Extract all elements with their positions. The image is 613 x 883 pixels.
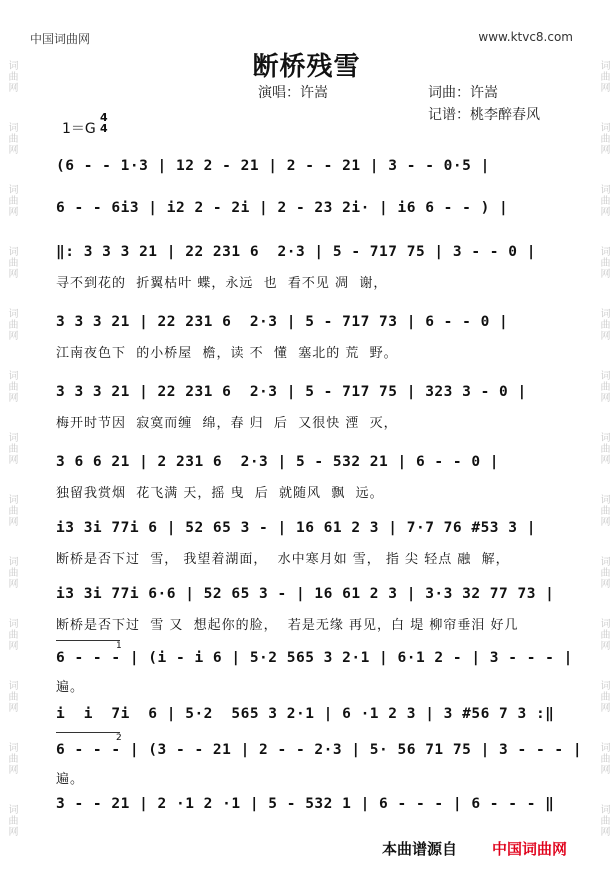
composer-credit: 词曲：许嵩 xyxy=(428,85,498,101)
site-name-left: 中国词曲网 xyxy=(30,32,91,46)
watermark-text: 词曲网 xyxy=(598,184,609,217)
watermark-text: 词曲网 xyxy=(6,370,17,403)
watermark-text: 词曲网 xyxy=(6,184,17,217)
watermark-text: 词曲网 xyxy=(6,680,17,713)
watermark-text: 词曲网 xyxy=(598,680,609,713)
watermark-text: 词曲网 xyxy=(598,804,609,837)
lyric-row-11: 遍。 xyxy=(56,772,85,787)
lyric-row-5: 梅开时节因 寂寞而缠 绵，春 归 后 又很快 湮 灭， xyxy=(56,416,398,431)
watermark-text: 词曲网 xyxy=(598,742,609,775)
time-signature xyxy=(100,112,108,134)
watermark-text: 词曲网 xyxy=(6,60,17,93)
notation-row-6: 3 6 6 21 | 2 231 6 2·3 | 5 - 532 21 | 6 - - 0 | xyxy=(56,454,500,470)
watermark-text: 词曲网 xyxy=(6,494,17,527)
notation-row-8: i3 3i 77i 6·6 | 52 65 3 - | 16 61 2 3 | 3·3 32 77 73 | xyxy=(56,586,555,602)
notation-row-5: 3 3 3 21 | 22 231 6 2·3 | 5 - 717 75 | 323 3 - 0 | xyxy=(56,384,527,400)
song-title: 断桥残雪 xyxy=(252,52,361,82)
footer-brand-link[interactable]: 中国词曲网 xyxy=(492,840,568,858)
site-url: www.ktvc8.com xyxy=(478,30,573,44)
watermark-text: 词曲网 xyxy=(6,308,17,341)
key-signature: 1＝G xyxy=(62,121,96,137)
watermark-text: 词曲网 xyxy=(598,246,609,279)
footer-source-text: 本曲谱源自 xyxy=(382,840,458,858)
watermark-text: 词曲网 xyxy=(6,804,17,837)
singer-credit: 演唱：许嵩 xyxy=(258,85,328,101)
notation-row-3: ‖: 3 3 3 21 | 22 231 6 2·3 | 5 - 717 75 | 3 - - 0 | xyxy=(56,244,536,260)
watermark-text: 词曲网 xyxy=(598,618,609,651)
watermark-text: 词曲网 xyxy=(598,556,609,589)
notation-row-10: i i 7i 6 | 5·2 565 3 2·1 | 6 ·1 2 3 | 3 #56 7 3 :‖ xyxy=(56,706,555,722)
watermark-text: 词曲网 xyxy=(598,494,609,527)
meter-top: 4 xyxy=(100,111,108,124)
transcriber-credit: 记谱：桃李醉春风 xyxy=(428,107,540,123)
notation-row-12: 3 - - 21 | 2 ·1 2 ·1 | 5 - 532 1 | 6 - - - | 6 - - - ‖ xyxy=(56,796,555,812)
lyric-row-3: 寻不到花的 折翼枯叶 蝶，永远 也 看不见 凋 谢， xyxy=(56,276,388,291)
second-ending-number: 2 xyxy=(116,733,122,743)
lyric-row-9: 遍。 xyxy=(56,680,85,695)
watermark-text: 词曲网 xyxy=(6,246,17,279)
lyric-row-7: 断桥是否下过 雪， 我望着湖面， 水中寒月如 雪， 指 尖 轻点 融 解， xyxy=(56,552,510,567)
notation-row-4: 3 3 3 21 | 22 231 6 2·3 | 5 - 717 73 | 6 - - 0 | xyxy=(56,314,509,330)
watermark-text: 词曲网 xyxy=(6,556,17,589)
lyric-row-4: 江南夜色下 的小桥屋 檐，读 不 懂 塞北的 荒 野。 xyxy=(56,346,398,361)
watermark-text: 词曲网 xyxy=(6,618,17,651)
watermark-text: 词曲网 xyxy=(598,122,609,155)
notation-row-1: (6 - - 1·3 | 12 2 - 21 | 2 - - 21 | 3 - - 0·5 | xyxy=(56,158,490,174)
watermark-text: 词曲网 xyxy=(598,308,609,341)
watermark-text: 词曲网 xyxy=(598,432,609,465)
watermark-text: 词曲网 xyxy=(6,432,17,465)
watermark-text: 词曲网 xyxy=(6,742,17,775)
notation-row-2: 6 - - 6i3 | i2 2 - 2i | 2 - 23 2i· | i6 6 - - ) | xyxy=(56,200,509,216)
lyric-row-6: 独留我赏烟 花飞满 天，摇 曳 后 就随风 飘 远。 xyxy=(56,486,384,501)
lyric-row-8: 断桥是否下过 雪 又 想起你的脸， 若是无缘 再见，白 堤 柳帘垂泪 好几 xyxy=(56,618,519,633)
notation-row-9: 6 - - - | (i - i 6 | 5·2 565 3 2·1 | 6·1 2 - | 3 - - - | xyxy=(56,650,573,666)
notation-row-7: i3 3i 77i 6 | 52 65 3 - | 16 61 2 3 | 7·7 76 #53 3 | xyxy=(56,520,536,536)
watermark-text: 词曲网 xyxy=(598,370,609,403)
notation-row-11: 6 - - - | (3 - - 21 | 2 - - 2·3 | 5· 56 71 75 | 3 - - - | xyxy=(56,742,583,758)
watermark-text: 词曲网 xyxy=(6,122,17,155)
watermark-text: 词曲网 xyxy=(598,60,609,93)
first-ending-number: 1 xyxy=(116,641,122,651)
meter-bottom: 4 xyxy=(100,122,108,135)
